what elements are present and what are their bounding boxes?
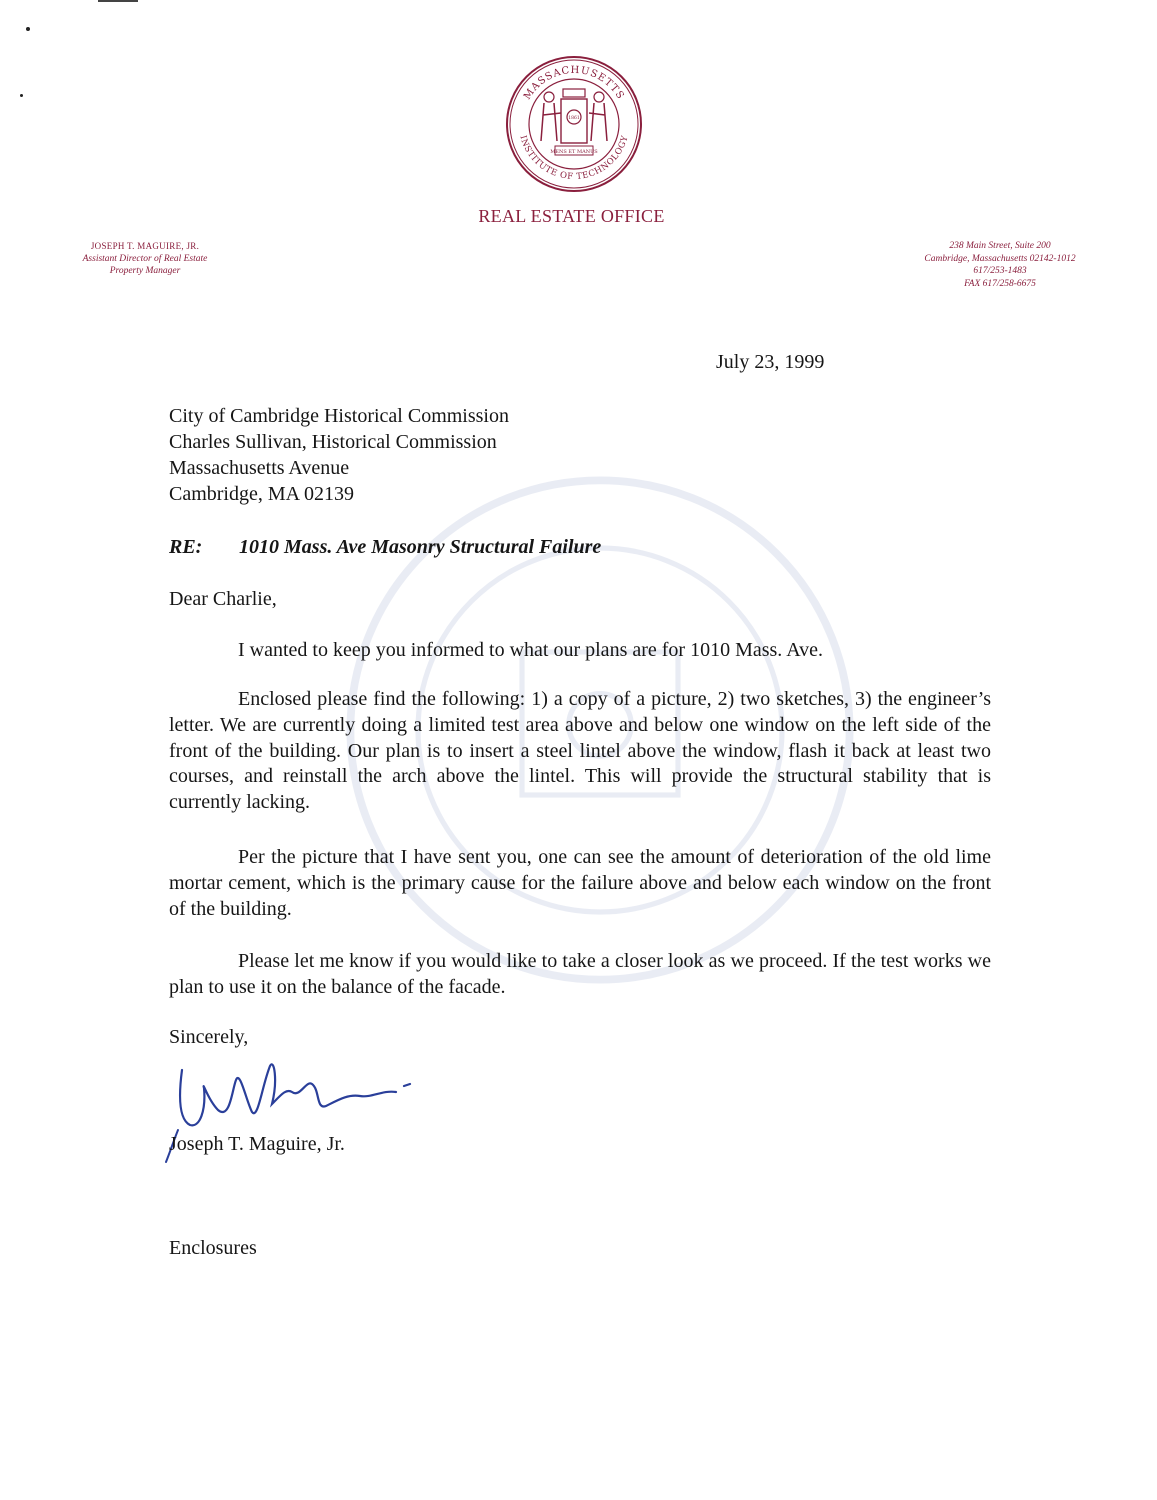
address-street: 238 Main Street, Suite 200 bbox=[949, 241, 1051, 251]
subject-line bbox=[169, 536, 601, 559]
recipient-line: City of Cambridge Historical Commission bbox=[169, 405, 509, 427]
recipient-line: Charles Sullivan, Historical Commission bbox=[169, 431, 497, 453]
svg-text:1861: 1861 bbox=[568, 116, 580, 121]
body-paragraph: Per the picture that I have sent you, one can see the amount of deterioration of the old lime mortar cement, which is the primary cause for the failure above and below each window on the front of the building. bbox=[169, 846, 991, 920]
sender-block bbox=[40, 240, 250, 278]
address-city: Cambridge, Massachusetts 02142-1012 bbox=[924, 253, 1076, 264]
address-fax: FAX 617/258-6675 bbox=[964, 278, 1036, 289]
body-paragraph: I wanted to keep you informed to what our plans are for 1010 Mass. Ave. bbox=[238, 639, 824, 661]
scan-mark bbox=[98, 0, 138, 2]
closing: Sincerely, bbox=[169, 1026, 249, 1048]
scan-speck bbox=[26, 27, 30, 31]
sender-name: JOSEPH T. MAGUIRE, JR. bbox=[90, 241, 200, 251]
signature-name: Joseph T. Maguire, Jr. bbox=[169, 1133, 345, 1155]
subject-text: 1010 Mass. Ave Masonry Structural Failure bbox=[239, 536, 602, 558]
salutation: Dear Charlie, bbox=[169, 588, 277, 610]
scan-speck bbox=[20, 94, 23, 97]
recipient-block bbox=[169, 403, 509, 507]
recipient-line: Massachusetts Avenue bbox=[169, 457, 350, 479]
svg-text:MENS ET MANUS: MENS ET MANUS bbox=[550, 149, 598, 155]
address-block bbox=[880, 240, 1120, 290]
subject-label: RE: bbox=[169, 536, 203, 558]
mit-seal-logo bbox=[505, 55, 643, 193]
body-paragraph: Enclosed please find the following: 1) a copy of a picture, 2) two sketches, 3) the engineer’s letter. We are currently doing a limited test area above and below one window on the left side of the front of the building. Our plan is to insert a steel lintel above the window, flash it back at least two courses, and reinstall the arch above the lintel. This will provide the structural stability that is currently lacking. bbox=[169, 688, 991, 814]
letter-date: July 23, 1999 bbox=[716, 351, 825, 373]
enclosures-note: Enclosures bbox=[169, 1237, 257, 1259]
svg-text:MASSACHUSETTS: MASSACHUSETTS bbox=[521, 64, 627, 102]
svg-text:INSTITUTE OF TECHNOLOGY: INSTITUTE OF TECHNOLOGY bbox=[517, 134, 631, 183]
address-phone: 617/253-1483 bbox=[973, 266, 1027, 276]
office-title: REAL ESTATE OFFICE bbox=[478, 206, 665, 226]
recipient-line: Cambridge, MA 02139 bbox=[169, 483, 354, 505]
body-paragraph: Please let me know if you would like to take a closer look as we proceed. If the test works we plan to use it on the balance of the facade. bbox=[169, 950, 991, 998]
sender-role: Property Manager bbox=[109, 266, 181, 276]
sender-title: Assistant Director of Real Estate bbox=[82, 253, 208, 264]
